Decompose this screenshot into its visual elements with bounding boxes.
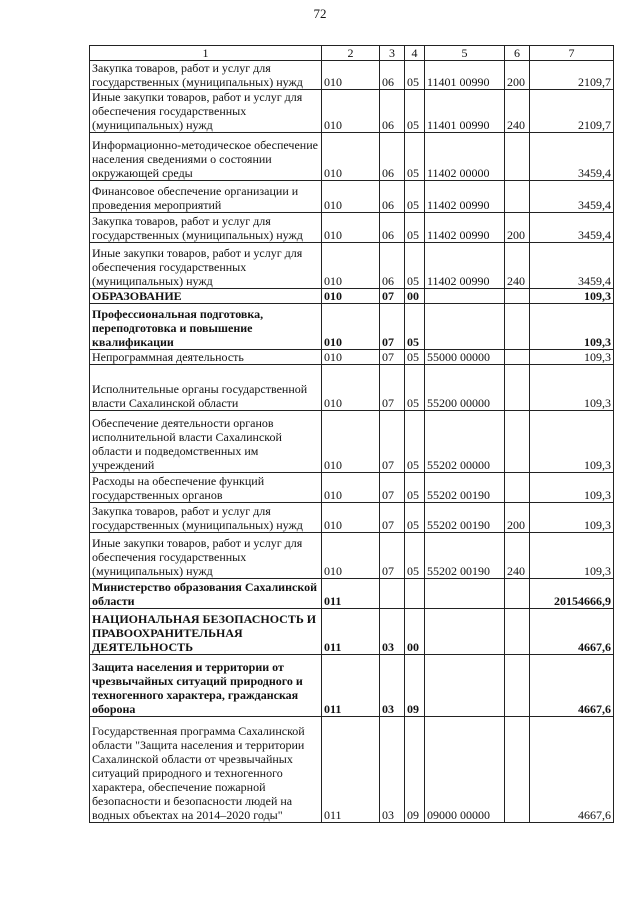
expense-type-cell: [505, 181, 530, 213]
header-cell: 2: [322, 46, 380, 61]
budget-table: [89, 45, 614, 823]
admin-code-cell: 010: [322, 473, 380, 503]
header-cell: 3: [380, 46, 405, 61]
admin-code-cell: 010: [322, 181, 380, 213]
admin-code-cell: 010: [322, 90, 380, 133]
section-code-cell: 07: [380, 304, 405, 350]
row-name-cell: Закупка товаров, работ и услуг для государственных (муниципальных) нужд: [90, 61, 322, 90]
table-row: [90, 579, 614, 609]
target-article-cell: 55202 00190: [425, 533, 505, 579]
row-name-cell: Непрограммная деятельность: [90, 350, 322, 365]
row-name-cell: Министерство образования Сахалинской области: [90, 579, 322, 609]
target-article-cell: [425, 289, 505, 304]
admin-code-cell: 010: [322, 289, 380, 304]
target-article-cell: 11401 00990: [425, 61, 505, 90]
section-code-cell: 07: [380, 473, 405, 503]
table-body: [90, 61, 614, 823]
target-article-cell: 11402 00000: [425, 133, 505, 181]
target-article-cell: 11402 00990: [425, 243, 505, 289]
expense-type-cell: [505, 717, 530, 823]
page-number: 72: [313, 6, 327, 21]
section-code-cell: 06: [380, 133, 405, 181]
target-article-cell: [425, 655, 505, 717]
expense-type-cell: 240: [505, 243, 530, 289]
section-code-cell: 07: [380, 503, 405, 533]
amount-cell: 109,3: [530, 365, 614, 411]
expense-type-cell: 240: [505, 90, 530, 133]
table-row: [90, 350, 614, 365]
table-row: [90, 133, 614, 181]
expense-type-cell: 200: [505, 503, 530, 533]
target-article-cell: [425, 304, 505, 350]
header-cell: 1: [90, 46, 322, 61]
amount-cell: 3459,4: [530, 181, 614, 213]
row-name-cell: Иные закупки товаров, работ и услуг для обеспечения государственных (муниципальных) нужд: [90, 243, 322, 289]
subsection-code-cell: 05: [405, 90, 425, 133]
row-name-cell: Иные закупки товаров, работ и услуг для обеспечения государственных (муниципальных) нужд: [90, 90, 322, 133]
expense-type-cell: 200: [505, 213, 530, 243]
subsection-code-cell: 05: [405, 133, 425, 181]
target-article-cell: [425, 609, 505, 655]
amount-cell: 109,3: [530, 533, 614, 579]
row-name-cell: Информационно-методическое обеспечение населения сведениями о состоянии окружающей среды: [90, 133, 322, 181]
section-code-cell: 06: [380, 61, 405, 90]
subsection-code-cell: 05: [405, 503, 425, 533]
amount-cell: 109,3: [530, 411, 614, 473]
admin-code-cell: 010: [322, 133, 380, 181]
row-name-cell: Иные закупки товаров, работ и услуг для обеспечения государственных (муниципальных) нужд: [90, 533, 322, 579]
admin-code-cell: 010: [322, 350, 380, 365]
row-name-cell: Профессиональная подготовка, переподготовка и повышение квалификации: [90, 304, 322, 350]
header-row: [90, 46, 614, 61]
section-code-cell: 07: [380, 289, 405, 304]
expense-type-cell: 240: [505, 533, 530, 579]
row-name-cell: Государственная программа Сахалинской области "Защита населения и территории Сахалинской области от чрезвычайных ситуаций природного и техногенного характера, обеспечение пожарной безопасности и безопасности людей на водных объектах на 2014–2020 годы": [90, 717, 322, 823]
amount-cell: 109,3: [530, 503, 614, 533]
section-code-cell: 07: [380, 411, 405, 473]
expense-type-cell: [505, 289, 530, 304]
amount-cell: 2109,7: [530, 90, 614, 133]
subsection-code-cell: 05: [405, 365, 425, 411]
expense-type-cell: [505, 411, 530, 473]
target-article-cell: 55202 00190: [425, 503, 505, 533]
target-article-cell: 55202 00000: [425, 411, 505, 473]
subsection-code-cell: 05: [405, 243, 425, 289]
row-name-cell: Расходы на обеспечение функций государственных органов: [90, 473, 322, 503]
expense-type-cell: [505, 365, 530, 411]
table-row: [90, 181, 614, 213]
admin-code-cell: 010: [322, 533, 380, 579]
amount-cell: 3459,4: [530, 133, 614, 181]
header-cell: 5: [425, 46, 505, 61]
subsection-code-cell: 05: [405, 61, 425, 90]
target-article-cell: 11401 00990: [425, 90, 505, 133]
row-name-cell: ОБРАЗОВАНИЕ: [90, 289, 322, 304]
section-code-cell: 07: [380, 350, 405, 365]
header-cell: 6: [505, 46, 530, 61]
section-code-cell: 03: [380, 717, 405, 823]
admin-code-cell: 011: [322, 655, 380, 717]
admin-code-cell: 010: [322, 213, 380, 243]
amount-cell: 2109,7: [530, 61, 614, 90]
subsection-code-cell: 05: [405, 350, 425, 365]
subsection-code-cell: 05: [405, 473, 425, 503]
subsection-code-cell: [405, 579, 425, 609]
admin-code-cell: 011: [322, 717, 380, 823]
subsection-code-cell: 09: [405, 655, 425, 717]
amount-cell: 3459,4: [530, 213, 614, 243]
header-cell: 7: [530, 46, 614, 61]
section-code-cell: 06: [380, 181, 405, 213]
admin-code-cell: 010: [322, 243, 380, 289]
section-code-cell: 06: [380, 213, 405, 243]
row-name-cell: Защита населения и территории от чрезвычайных ситуаций природного и техногенного характера, гражданская оборона: [90, 655, 322, 717]
row-name-cell: Закупка товаров, работ и услуг для государственных (муниципальных) нужд: [90, 213, 322, 243]
header-cell: 4: [405, 46, 425, 61]
admin-code-cell: 011: [322, 609, 380, 655]
admin-code-cell: 010: [322, 304, 380, 350]
amount-cell: 109,3: [530, 289, 614, 304]
table-row: [90, 304, 614, 350]
target-article-cell: 11402 00990: [425, 213, 505, 243]
amount-cell: 4667,6: [530, 609, 614, 655]
expense-type-cell: [505, 609, 530, 655]
expense-type-cell: [505, 579, 530, 609]
subsection-code-cell: 05: [405, 411, 425, 473]
section-code-cell: 03: [380, 655, 405, 717]
table-row: [90, 243, 614, 289]
subsection-code-cell: 00: [405, 289, 425, 304]
table-row: [90, 473, 614, 503]
table-row: [90, 717, 614, 823]
subsection-code-cell: 09: [405, 717, 425, 823]
table-row: [90, 213, 614, 243]
row-name-cell: Закупка товаров, работ и услуг для государственных (муниципальных) нужд: [90, 503, 322, 533]
section-code-cell: 06: [380, 90, 405, 133]
section-code-cell: 03: [380, 609, 405, 655]
admin-code-cell: 010: [322, 365, 380, 411]
expense-type-cell: [505, 350, 530, 365]
subsection-code-cell: 05: [405, 304, 425, 350]
target-article-cell: 55000 00000: [425, 350, 505, 365]
amount-cell: 109,3: [530, 350, 614, 365]
amount-cell: 20154666,9: [530, 579, 614, 609]
subsection-code-cell: 00: [405, 609, 425, 655]
amount-cell: 4667,6: [530, 717, 614, 823]
amount-cell: 109,3: [530, 473, 614, 503]
table-row: [90, 503, 614, 533]
expense-type-cell: [505, 655, 530, 717]
section-code-cell: 06: [380, 243, 405, 289]
table-row: [90, 411, 614, 473]
admin-code-cell: 011: [322, 579, 380, 609]
amount-cell: 109,3: [530, 304, 614, 350]
target-article-cell: 11402 00990: [425, 181, 505, 213]
subsection-code-cell: 05: [405, 213, 425, 243]
amount-cell: 4667,6: [530, 655, 614, 717]
table-row: [90, 609, 614, 655]
target-article-cell: [425, 579, 505, 609]
target-article-cell: 09000 00000: [425, 717, 505, 823]
expense-type-cell: [505, 473, 530, 503]
expense-type-cell: [505, 133, 530, 181]
admin-code-cell: 010: [322, 503, 380, 533]
table-row: [90, 289, 614, 304]
table-row: [90, 655, 614, 717]
table-row: [90, 90, 614, 133]
row-name-cell: Исполнительные органы государственной власти Сахалинской области: [90, 365, 322, 411]
section-code-cell: 07: [380, 365, 405, 411]
section-code-cell: [380, 579, 405, 609]
target-article-cell: 55200 00000: [425, 365, 505, 411]
expense-type-cell: 200: [505, 61, 530, 90]
table-row: [90, 533, 614, 579]
amount-cell: 3459,4: [530, 243, 614, 289]
admin-code-cell: 010: [322, 61, 380, 90]
target-article-cell: 55202 00190: [425, 473, 505, 503]
expense-type-cell: [505, 304, 530, 350]
table-row: [90, 61, 614, 90]
row-name-cell: НАЦИОНАЛЬНАЯ БЕЗОПАСНОСТЬ И ПРАВООХРАНИТЕЛЬНАЯ ДЕЯТЕЛЬНОСТЬ: [90, 609, 322, 655]
table-row: [90, 365, 614, 411]
subsection-code-cell: 05: [405, 533, 425, 579]
section-code-cell: 07: [380, 533, 405, 579]
admin-code-cell: 010: [322, 411, 380, 473]
row-name-cell: Финансовое обеспечение организации и проведения мероприятий: [90, 181, 322, 213]
row-name-cell: Обеспечение деятельности органов исполнительной власти Сахалинской области и подведомственных им учреждений: [90, 411, 322, 473]
subsection-code-cell: 05: [405, 181, 425, 213]
